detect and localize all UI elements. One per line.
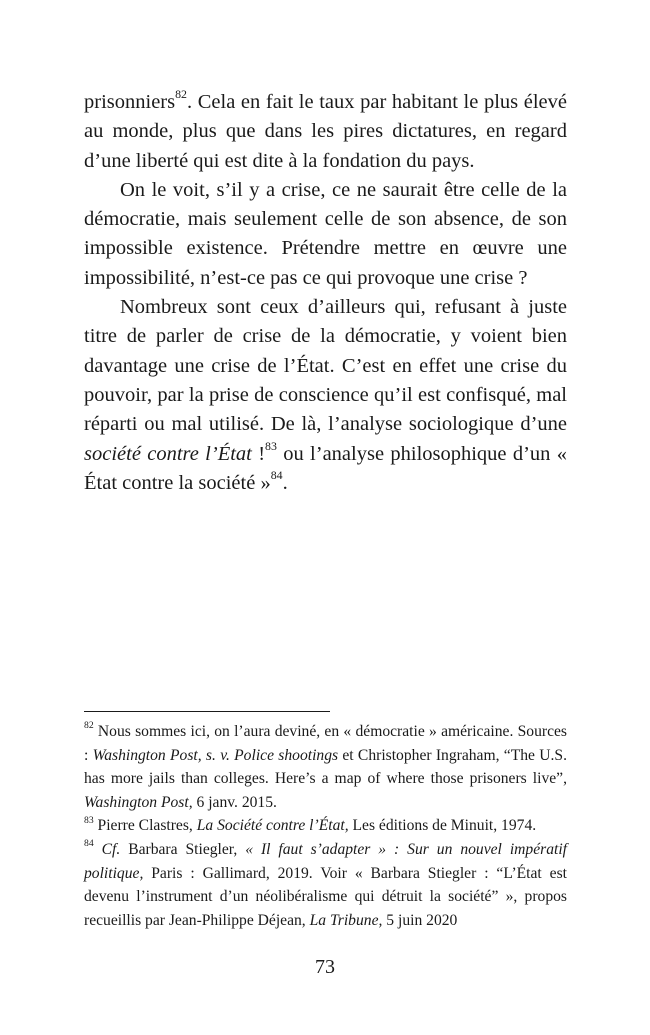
- paragraph-3: [84, 293, 567, 498]
- footnote-italic: La Société contre l’État,: [196, 817, 349, 835]
- footnote-text: et Christopher Ingraham, “The U.S. has more jails than colleges. Here’s a map of where those prisoners live”,: [84, 746, 567, 788]
- paragraph-3-end: .: [282, 471, 288, 494]
- footnote-number: 84: [84, 838, 94, 850]
- footnote-82: [84, 720, 567, 814]
- footnote-number: 82: [84, 720, 94, 732]
- main-text: [84, 88, 567, 498]
- paragraph-3-exclamation: !: [251, 442, 266, 465]
- footnote-83: [84, 814, 567, 838]
- paragraph-1: [84, 88, 567, 176]
- footnote-text: Pierre Clastres,: [93, 817, 197, 835]
- paragraph-3-text-cont: ou l’analyse philosophique d’un « État contre la société »: [84, 442, 568, 494]
- footnote-italic: Cf.: [101, 840, 121, 858]
- footnote-text: Barbara Stiegler,: [120, 840, 246, 858]
- paragraph-2: On le voit, s’il y a crise, ce ne saurait être celle de la démocratie, mais seulement celle de son absence, de son impossible existence. Prétendre mettre en œuvre une impossibilité, n’est-ce pas ce qui provoque une crise ?: [84, 178, 567, 289]
- footnote-text: 5 juin 2020: [382, 911, 458, 929]
- paragraph-3-italic-title: société contre l’État: [84, 442, 252, 465]
- footnote-ref-84: 84: [270, 468, 283, 483]
- footnote-number: 83: [84, 814, 94, 826]
- footnote-text: 6 janv. 2015.: [192, 793, 277, 811]
- footnote-text: Nous sommes ici, on l’aura deviné, en « démocratie » américaine. Sources :: [84, 723, 567, 764]
- footnote-italic: Washington Post, s. v. Police shootings: [92, 746, 339, 764]
- footnote-italic: « Il faut s’adapter » : Sur un nouvel impératif politique,: [84, 840, 567, 882]
- footnote-text: Les éditions de Minuit, 1974.: [348, 817, 537, 835]
- footnote-84: [84, 838, 567, 932]
- page-number: 73: [315, 956, 335, 978]
- footnote-ref-82: 82: [175, 87, 187, 102]
- paragraph-3-text: Nombreux sont ceux d’ailleurs qui, refusant à juste titre de parler de crise de la démocratie, y voient bien davantage une crise de l’État. C’est en effet une crise du pouvoir, par la prise de conscience qu’il est confisqué, mal réparti ou mal utilisé. De là, l’analyse sociologique d’une: [84, 296, 567, 436]
- paragraph-1-text-cont: . Cela en fait le taux par habitant le plus élevé au monde, plus que dans les pires dictatures, en regard d’une liberté qui est dite à la fondation du pays.: [84, 91, 567, 172]
- footnote-ref-83: 83: [265, 438, 277, 453]
- footnotes: [84, 720, 567, 932]
- footnote-italic: Washington Post,: [84, 793, 193, 811]
- footnote-italic: La Tribune,: [309, 911, 383, 929]
- footnote-text: Paris : Gallimard, 2019. Voir « Barbara Stiegler : “L’État est devenu l’instrument d’un néolibéralisme qui détruit la société” », propos recueillis par Jean-Philippe Déjean,: [84, 864, 567, 929]
- footnote-separator: [84, 711, 330, 712]
- paragraph-1-text: prisonniers: [84, 91, 176, 113]
